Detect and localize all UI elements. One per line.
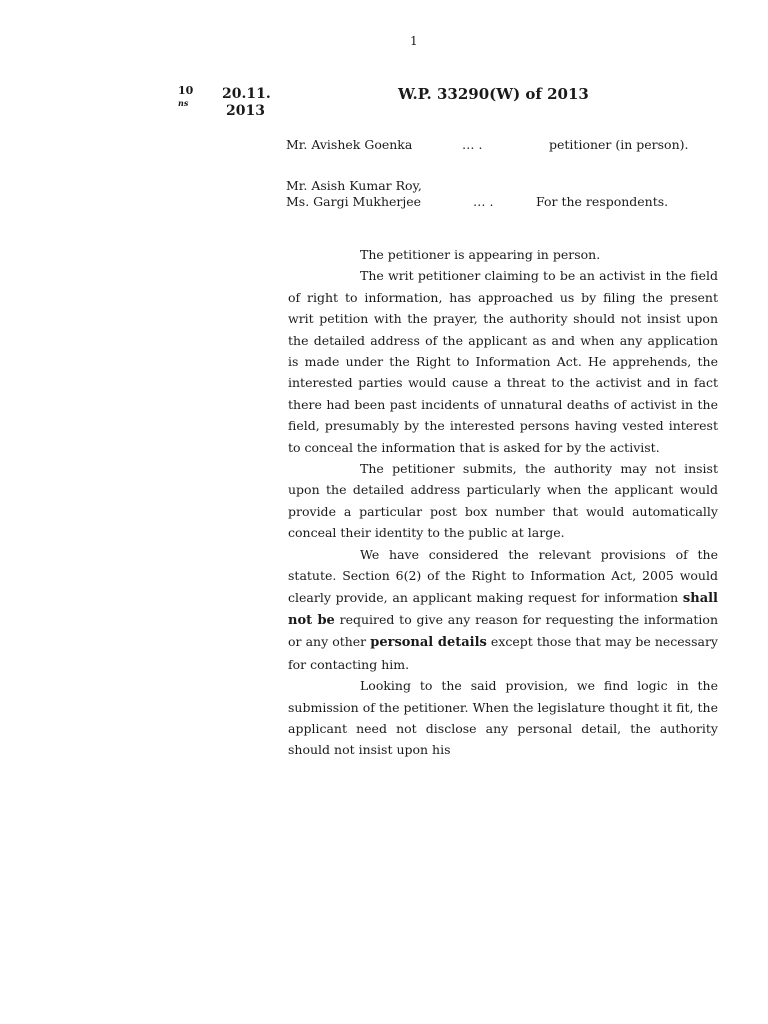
paragraph-4-text-c: required to give any reason for requesting the information or any other bbox=[288, 611, 719, 650]
paragraph-3: The petitioner submits, the authority may not insist upon the detailed address particularly when the applicant would provide a particular post box number that would automatically conceal their identity to the public at large. bbox=[288, 461, 718, 541]
order-date-year: 2013 bbox=[226, 103, 265, 119]
petitioner-role: petitioner (in person). bbox=[549, 137, 689, 152]
order-date-day: 20.11. bbox=[222, 86, 271, 102]
respondent-role: For the respondents. bbox=[536, 194, 669, 209]
order-body bbox=[288, 244, 718, 761]
paragraph-4-text-a: We have considered the relevant provisions of the statute. Section 6(2) of the Right to Information Act, 2005 would clearly provide, an applicant making request for information bbox=[288, 546, 718, 605]
respondent-counsel-1: Mr. Asish Kumar Roy, bbox=[286, 178, 422, 193]
respondent-counsel-2: Ms. Gargi Mukherjee bbox=[286, 194, 422, 209]
case-title: W.P. 33290(W) of 2013 bbox=[398, 85, 589, 103]
clerk-initials: ns bbox=[178, 98, 189, 108]
paragraph-5: Looking to the said provision, we find logic in the submission of the petitioner. When the legislature thought it fit, the applicant need not disclose any personal detail, the authority should not insist upon his bbox=[288, 678, 718, 758]
emphasis-personal-details: personal details bbox=[370, 635, 487, 651]
petitioner-name: Mr. Avishek Goenka bbox=[286, 137, 413, 152]
paragraph-1: The petitioner is appearing in person. bbox=[360, 247, 601, 262]
petitioner-dots: … . bbox=[462, 137, 483, 152]
paragraph-2: The writ petitioner claiming to be an activist in the field of right to information, has approached us by filing the present writ petition with the prayer, the authority should not insist upon the detailed address of the applicant as and when any application is made under the Right to Information Act. He apprehends, the interested parties would cause a threat to the activist and in fact there had been past incidents of unnatural deaths of activist in the field, presumably by the interested persons having vested interest to conceal the information that is asked for by the activist. bbox=[288, 268, 718, 455]
item-number: 10 bbox=[178, 84, 194, 97]
page-number: 1 bbox=[410, 34, 418, 48]
paragraph-4-text-e: except those that may be necessary for contacting him. bbox=[288, 634, 718, 672]
emphasis-shall-not-be: shall not be bbox=[288, 590, 718, 628]
respondent-dots: … . bbox=[473, 194, 494, 209]
paragraph-4 bbox=[288, 544, 718, 675]
